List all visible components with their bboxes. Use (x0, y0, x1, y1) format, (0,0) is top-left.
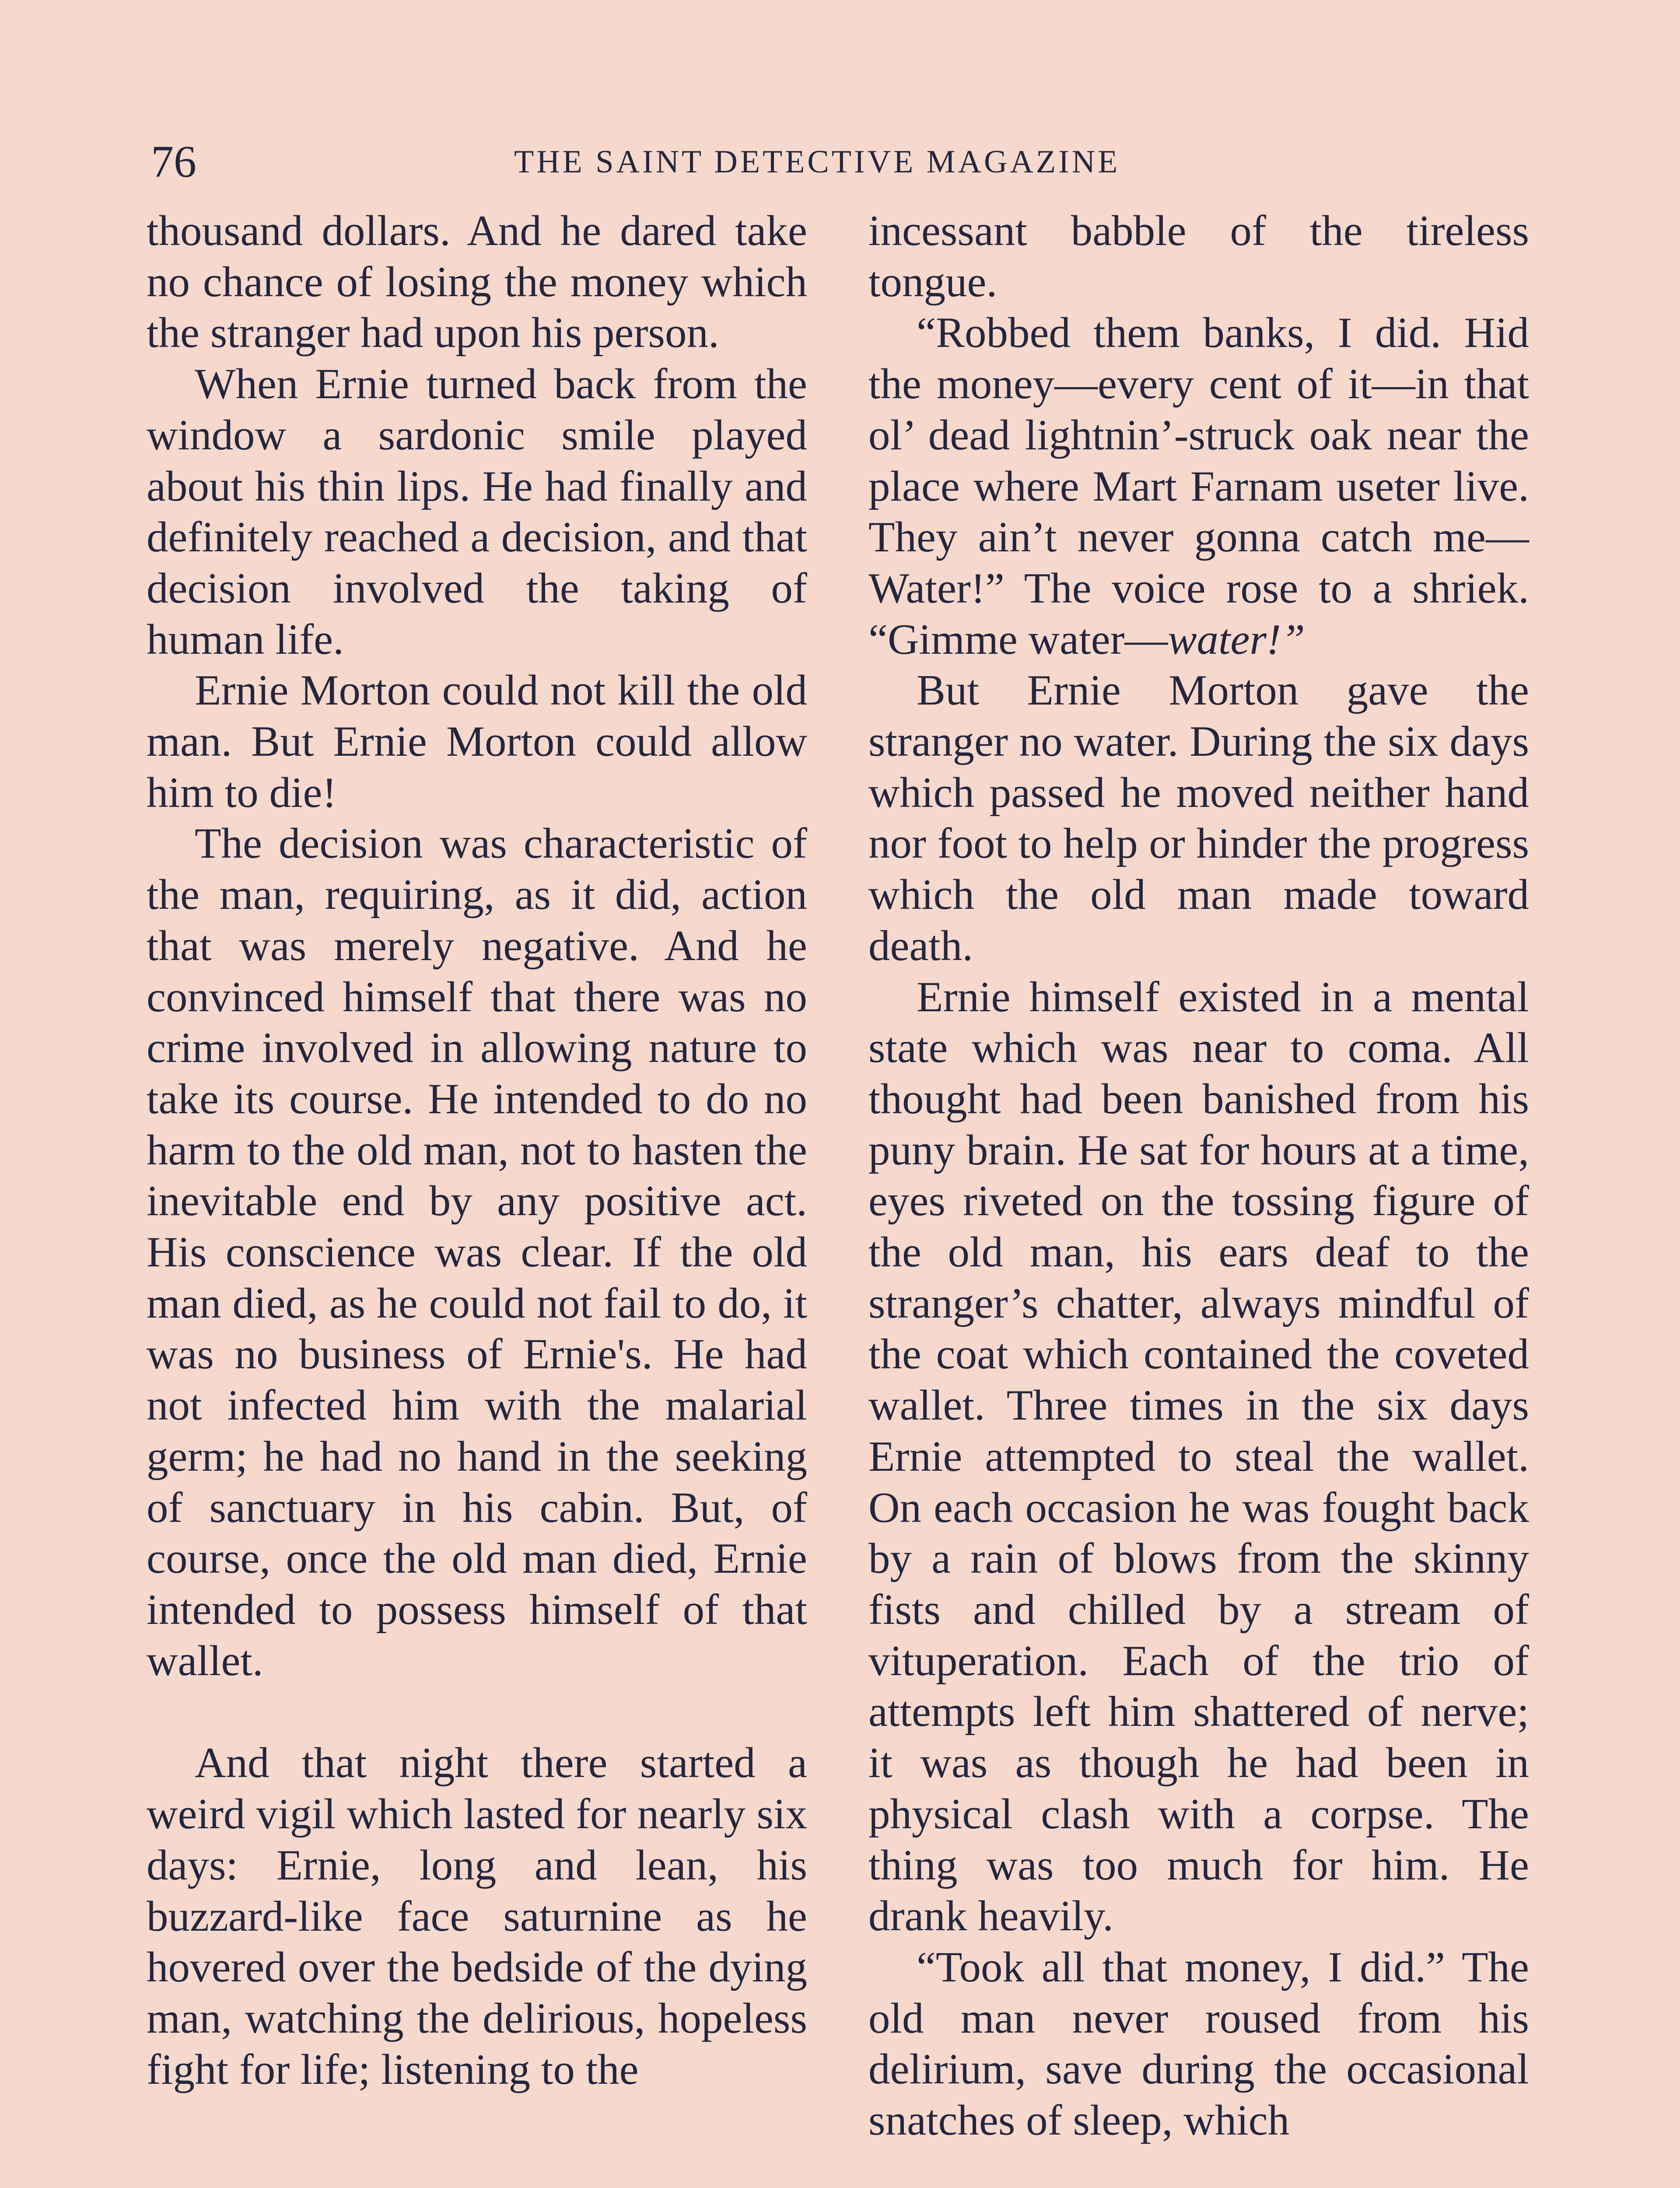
paragraph: “Took all that money, I did.” The old man never roused from his delirium, save during the occasional snatches of sleep, which (868, 1943, 1529, 2145)
paragraph: thousand dollars. And he dared take no chance of losing the money which the stranger had upon his person. (147, 207, 807, 357)
paragraph (868, 308, 1529, 665)
paragraph: Ernie himself existed in a mental state which was near to coma. All thought had been banished from his puny brain. He sat for hours at a time, eyes riveted on the tossing figure of the old man, his ears deaf to the stranger’s chatter, always mindful of the coat which contained the coveted wallet. Three times in the six days Ernie attempted to steal the wallet. On each occasion he was fought back by a rain of blows from the skinny fists and chilled by a stream of vituperation. Each of the trio of attempts left him shattered of nerve; it was as though he had been in physical clash with a corpse. The thing was too much for him. He drank heavily. (868, 973, 1529, 1940)
page-header (151, 127, 1538, 193)
paragraph: And that night there started a weird vigil which lasted for nearly six days: Ernie, long and lean, his buzzard-like face saturnine as he hovered over the bedside of the dying man, watching the delirious, hopeless fight for life; listening to the (147, 1739, 807, 2093)
paragraph: The decision was characteristic of the man, requiring, as it did, action that was merely negative. And he convinced himself that there was no crime involved in allowing nature to take its course. He intended to do no harm to the old man, not to hasten the inevitable end by any positive act. His conscience was clear. If the old man died, as he could not fail to do, it was no business of Ernie's. He had not infected him with the malarial germ; he had no hand in the seeking of sanctuary in his cabin. But, of course, once the old man died, Ernie intended to possess himself of that wallet. (147, 820, 807, 1685)
right-column (868, 206, 1529, 2146)
left-column (147, 206, 807, 2095)
paragraph: Ernie Morton could not kill the old man. But Ernie Morton could allow him to die! (147, 666, 807, 817)
emphasis-text: water!” (1168, 615, 1306, 663)
paragraph-text: “Robbed them banks, I did. Hid the money—every cent of it—in that ol’ dead lightnin’-struck oak near the place where Mart Farnam useter live. They ain’t never gonna catch me—Water!” The voice rose to a shriek. “Gimme water— (868, 309, 1529, 663)
paragraph: incessant babble of the tireless tongue. (868, 207, 1529, 306)
paragraph: When Ernie turned back from the window a sardonic smile played about his thin lips. He had finally and definitely reached a decision, and that decision involved the taking of human life. (147, 360, 807, 663)
running-head: THE SAINT DETECTIVE MAGAZINE (514, 144, 1120, 180)
page-number: 76 (151, 137, 196, 187)
paragraph: But Ernie Morton gave the stranger no water. During the six days which passed he moved neither hand nor foot to help or hinder the progress which the old man made toward death. (868, 666, 1529, 970)
